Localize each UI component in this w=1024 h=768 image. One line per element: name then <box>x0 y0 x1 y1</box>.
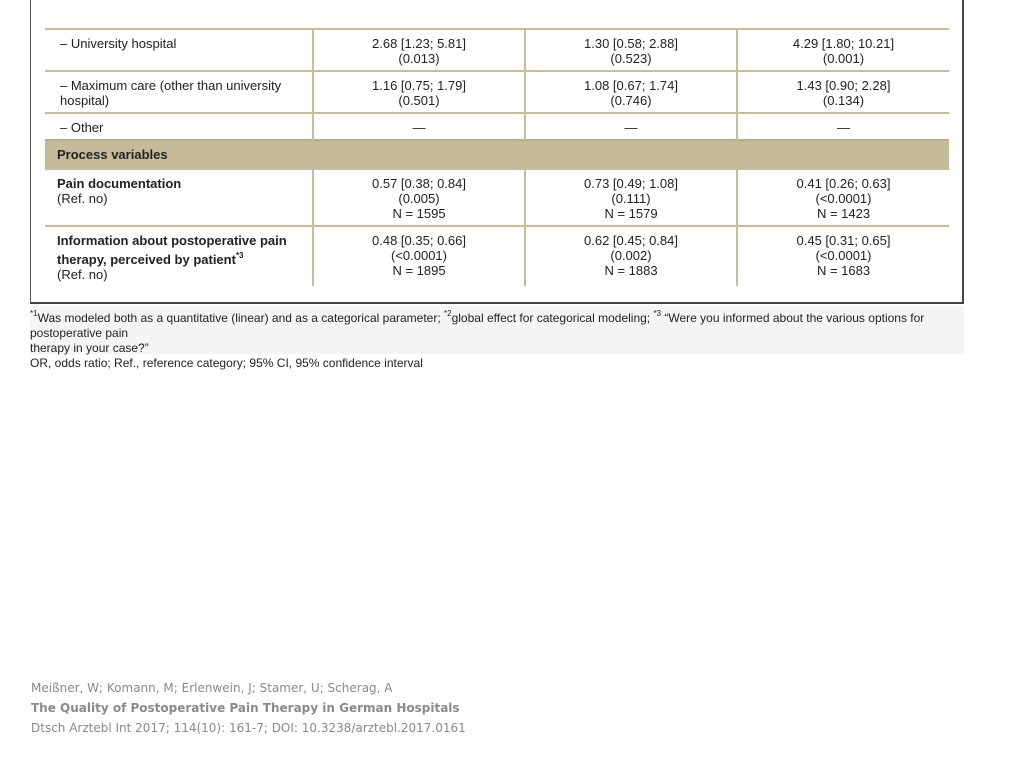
value-cell <box>525 226 737 286</box>
row-label-footnote-mark: *3 <box>235 251 244 260</box>
value-line: — <box>624 120 638 135</box>
value-line: N = 1595 <box>392 206 446 221</box>
value-line: 4.29 [1.80; 10.21] <box>792 36 895 51</box>
value-line: (0.746) <box>610 93 652 108</box>
footnote-mark-3: *3 <box>653 309 662 318</box>
table-row <box>45 169 949 226</box>
value-line: (<0.0001) <box>390 248 447 263</box>
table-row <box>45 226 949 286</box>
citation-title: The Quality of Postoperative Pain Therapy in German Hospitals <box>31 701 460 715</box>
value-line: 0.73 [0.49; 1.08] <box>584 176 678 191</box>
row-label <box>45 226 313 286</box>
table-row <box>45 113 949 140</box>
value-cell <box>737 169 949 226</box>
value-line: 1.43 [0.90; 2.28] <box>796 78 891 93</box>
value-line: 1.08 [0.67; 1.74] <box>584 78 678 93</box>
footnote-text-1: Was modeled both as a quantitative (linear) and as a categorical parameter; <box>37 311 445 325</box>
value-line: N = 1683 <box>816 263 871 278</box>
value-line: (0.134) <box>822 93 865 108</box>
value-line: (<0.0001) <box>815 191 872 206</box>
table-row <box>45 29 949 71</box>
footnote-line-2: therapy in your case?” <box>30 341 149 355</box>
value-line: 1.16 [0.75; 1.79] <box>372 78 466 93</box>
row-label-line: (Ref. no) <box>57 191 108 206</box>
row-label-line: – University hospital <box>60 36 177 51</box>
value-line: 1.30 [0.58; 2.88] <box>584 36 678 51</box>
value-line: 0.41 [0.26; 0.63] <box>796 176 891 191</box>
results-table-body <box>45 29 949 286</box>
value-cell <box>525 29 737 71</box>
row-label-line: (Ref. no) <box>57 267 108 282</box>
row-label-line: – Other <box>60 120 104 135</box>
value-cell <box>525 71 737 113</box>
row-label-line: – Maximum care (other than university <box>60 78 282 93</box>
value-line: N = 1579 <box>604 206 658 221</box>
value-cell <box>313 226 525 286</box>
section-header-label: Process variables <box>45 140 949 169</box>
value-cell <box>313 29 525 71</box>
value-line: (0.501) <box>398 93 440 108</box>
value-line: 2.68 [1.23; 5.81] <box>372 36 466 51</box>
row-label-bold-line <box>57 233 312 248</box>
value-line: (0.111) <box>611 191 651 206</box>
row-label <box>45 29 313 71</box>
value-line: — <box>837 120 850 135</box>
value-cell <box>737 29 949 71</box>
value-line: — <box>412 120 426 135</box>
value-line: (0.001) <box>822 51 865 66</box>
value-line: 0.57 [0.38; 0.84] <box>372 176 466 191</box>
value-cell <box>737 71 949 113</box>
value-line: (<0.0001) <box>815 248 872 263</box>
value-line: N = 1423 <box>816 206 871 221</box>
row-label-bold-text: Information about postoperative pain <box>57 233 287 248</box>
row-label-bold-line <box>57 248 312 267</box>
value-line: (0.523) <box>610 51 652 66</box>
value-line: (0.005) <box>398 191 440 206</box>
row-label-bold-line <box>57 176 312 191</box>
value-line: 0.45 [0.31; 0.65] <box>796 233 891 248</box>
footnote-text-3a: “Were you informed about the various options for postoperative pain <box>30 311 925 340</box>
footnote-mark-2: *2 <box>444 309 452 318</box>
footnote-line-1 <box>30 306 960 341</box>
footnote-text-2: global effect for categorical modeling; <box>451 311 654 325</box>
value-line: 0.62 [0.45; 0.84] <box>584 233 678 248</box>
value-cell <box>737 226 949 286</box>
row-label <box>45 169 313 226</box>
footnote-mark-1: *1 <box>30 309 38 318</box>
value-cell <box>313 169 525 226</box>
value-cell <box>525 169 737 226</box>
results-table-panel <box>30 0 964 304</box>
value-line: N = 1895 <box>392 263 446 278</box>
value-line: (0.013) <box>398 51 440 66</box>
value-cell <box>313 71 525 113</box>
abbreviations-line: OR, odds ratio; Ref., reference category; 95% CI, 95% confidence interval <box>30 356 423 370</box>
row-label-bold-text: therapy, perceived by patient <box>57 252 236 267</box>
value-cell <box>313 113 525 140</box>
table-footnotes <box>30 306 964 370</box>
row-label-line: hospital) <box>60 93 110 108</box>
value-cell <box>525 113 737 140</box>
citation-authors: Meißner, W; Komann, M; Erlenwein, J; Stamer, U; Scherag, A <box>31 681 393 695</box>
row-label <box>45 71 313 113</box>
value-line: 0.48 [0.35; 0.66] <box>372 233 466 248</box>
value-line: (0.002) <box>610 248 652 263</box>
value-cell <box>737 113 949 140</box>
citation-reference: Dtsch Arztebl Int 2017; 114(10): 161-7; DOI: 10.3238/arztebl.2017.0161 <box>31 721 466 735</box>
section-header-row <box>45 140 949 169</box>
row-label <box>45 113 313 140</box>
value-line: N = 1883 <box>604 263 658 278</box>
citation-block <box>31 678 466 738</box>
table-row <box>45 71 949 113</box>
row-label-bold-text: Pain documentation <box>57 176 182 191</box>
results-table <box>45 28 949 286</box>
